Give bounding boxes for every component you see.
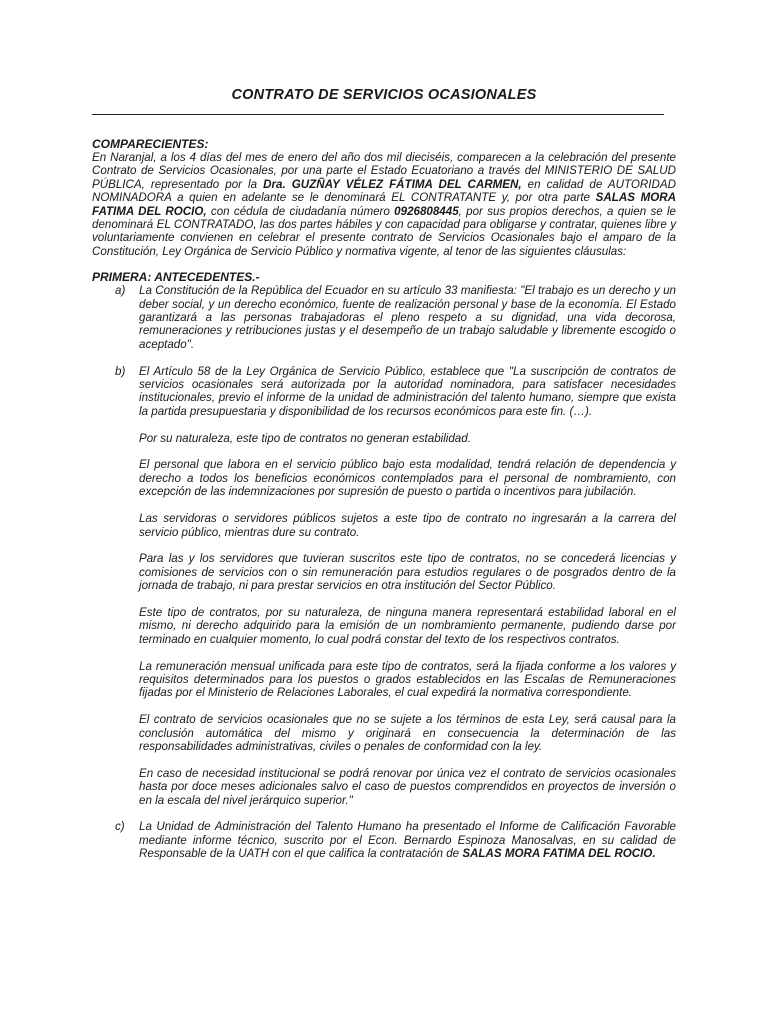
- clause-text-b: El Artículo 58 de la Ley Orgánica de Servicio Público, establece que "La suscripción de contratos de servicios ocasionales será autorizada por la autoridad nominadora, para satisfacer necesidades institucionales, previo el informe de la unidad de administración del talento humano, siempre que exista la partida presupuestaria y disponibilidad de los recursos económicos para este fin. (…).: [139, 364, 676, 418]
- clause-b-paragraph: Las servidoras o servidores públicos sujetos a este tipo de contrato no ingresarán a la carrera del servicio público, mientras dure su contrato.: [139, 512, 676, 539]
- comparecientes-heading: COMPARECIENTES:: [92, 137, 209, 151]
- clause-marker-a: a): [115, 284, 126, 298]
- clause-marker-b: b): [115, 364, 126, 378]
- title-underline: [92, 114, 664, 115]
- comparecientes-text-1: En Naranjal, a los 4 días del mes de enero del año dos mil dieciséis, comparecen a la celebración del presente Contrato de Servicios Ocasionales, por una parte el Estado Ecuatoriano a través del MINISTERIO DE SALUD PÚBLICA, representado por la: [92, 151, 676, 191]
- comparecientes-text-3: con cédula de ciudadanía número: [206, 204, 395, 218]
- comparecientes-id-number: 0926808445: [394, 204, 459, 218]
- clause-text-c: [139, 820, 676, 860]
- comparecientes-text-4: , por sus propios derechos, a quien se le denominará EL CONTRATADO, las dos partes hábiles y con capacidad para obligarse y contratar, quienes libre y voluntariamente convienen en celebrar el presente contrato de Servicios Ocasionales bajo el amparo de la Constitución, Ley Orgánica de Servicio Público y normativa vigente, al tenor de las siguientes cláusulas:: [92, 204, 676, 258]
- clause-b-paragraph: Para las y los servidores que tuvieran suscritos este tipo de contratos, no se concederá licencias y comisiones de servicios con o sin remuneración para estudios regulares o de posgrados dentro de la jornada de trabajo, ni para prestar servicios en otra institución del Sector Público.: [139, 552, 676, 593]
- clause-b-paragraph: Por su naturaleza, este tipo de contratos no generan estabilidad.: [139, 431, 471, 445]
- clause-item-c: [92, 820, 676, 860]
- comparecientes-authority-name: Dra. GUZÑAY VÉLEZ FÁTIMA DEL CARMEN,: [263, 177, 522, 191]
- document-title: CONTRATO DE SERVICIOS OCASIONALES: [231, 87, 537, 103]
- clause-b-paragraph: El contrato de servicios ocasionales que no se sujete a los términos de esta Ley, será causal para la conclusión automática del mismo y originará en consecuencia la determinación de las responsabilidades administrativas, civiles o penales de conformidad con la ley.: [139, 713, 676, 753]
- clause-b-paragraph: La remuneración mensual unificada para este tipo de contratos, será la fijada conforme a los valores y requisitos determinados para los puestos o grados establecidos en las Escalas de Remuneraciones fijadas por el Ministerio de Relaciones Laborales, el cual expedirá la normativa correspondiente.: [139, 659, 676, 700]
- clause-b-paragraph: En caso de necesidad institucional se podrá renovar por única vez el contrato de servicios ocasionales hasta por doce meses adicionales salvo el caso de puestos comprendidos en proyectos de inversión o en la escala del nivel jerárquico superior.": [139, 766, 676, 807]
- clause-b-paragraph: Este tipo de contratos, por su naturaleza, de ninguna manera representará estabilidad laboral en el mismo, ni derecho adquirido para la emisión de un nombramiento permanente, pudiendo darse por terminado en cualquier momento, lo cual podrá constar del texto de los respectivos contratos.: [139, 605, 676, 646]
- comparecientes-text-2: en calidad de AUTORIDAD NOMINADORA a quien en adelante se le denominará EL CONTRATANTE y, por otra parte: [92, 177, 676, 205]
- comparecientes-paragraph: [92, 151, 676, 258]
- clause-b-paragraph: El personal que labora en el servicio público bajo esta modalidad, tendrá relación de dependencia y derecho a todos los beneficios económicos contemplados para el personal de nombramiento, con excepción de las indemnizaciones por supresión de puesto o partida o incentivos para jubilación.: [139, 458, 676, 499]
- primera-heading: PRIMERA: ANTECEDENTES.-: [92, 270, 260, 285]
- clause-c-text: La Unidad de Administración del Talento Humano ha presentado el Informe de Calificación Favorable mediante informe técnico, suscrito por el Econ. Bernardo Espinoza Manosalvas, en su calidad de Responsable de la UATH con el que califica la contratación de: [139, 820, 676, 861]
- clause-c-contractor-name: SALAS MORA FATIMA DEL ROCIO.: [462, 847, 656, 861]
- comparecientes-contractor-name: SALAS MORA FATIMA DEL ROCIO,: [92, 191, 676, 218]
- clause-item-a: [92, 284, 676, 351]
- clause-item-b: [92, 365, 676, 419]
- clause-text-a: La Constitución de la República del Ecuador en su artículo 33 manifiesta: "El trabajo es un derecho y un deber social, y un derecho económico, fuente de realización personal y base de la economía. El Estado garantizará a las personas trabajadoras el pleno respeto a su dignidad, una vida decorosa, remuneraciones y retribuciones justas y el desempeño de un trabajo saludable y libremente escogido o aceptado".: [139, 284, 676, 351]
- clause-marker-c: c): [115, 820, 125, 834]
